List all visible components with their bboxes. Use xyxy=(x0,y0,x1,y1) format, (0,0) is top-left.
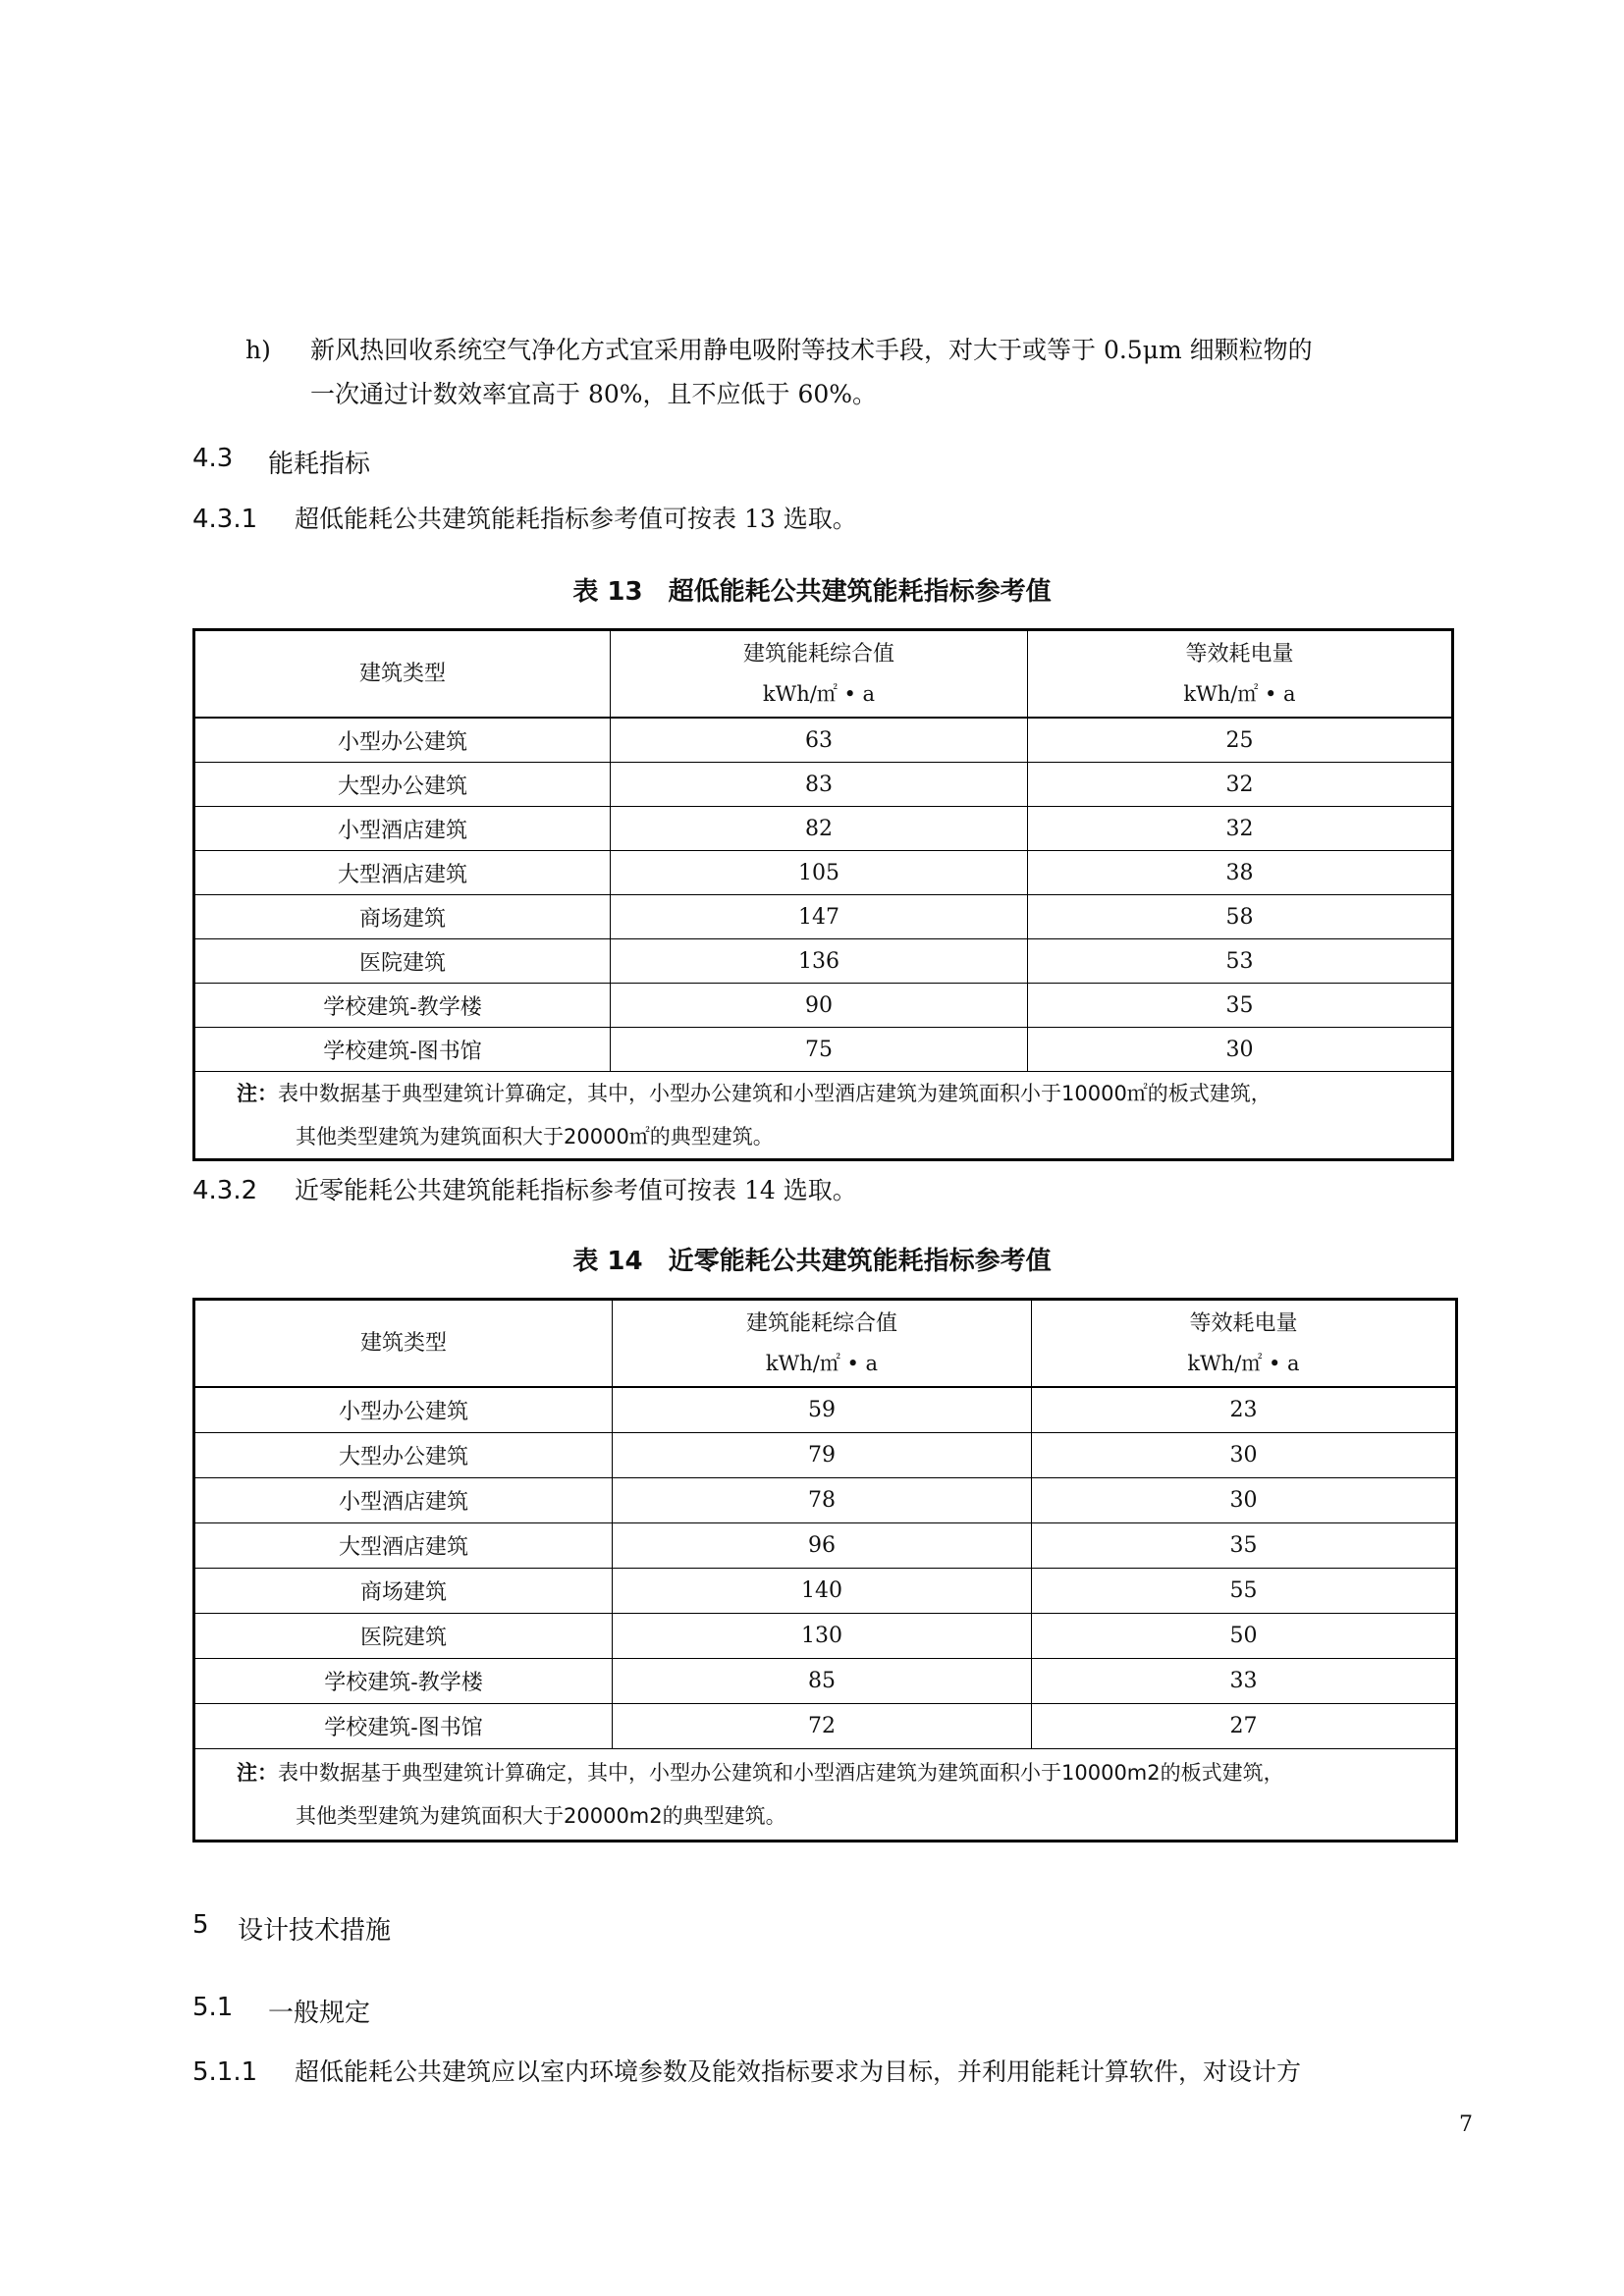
cell-type: 学校建筑-图书馆 xyxy=(194,1028,611,1072)
table-header-row xyxy=(194,630,1453,719)
table-row xyxy=(194,1614,1457,1659)
cell-electric: 30 xyxy=(1032,1478,1457,1523)
cell-comprehensive: 63 xyxy=(611,718,1028,763)
table-note xyxy=(194,1749,1457,1842)
cell-type: 小型办公建筑 xyxy=(194,1387,613,1433)
cell-type: 学校建筑-教学楼 xyxy=(194,984,611,1028)
cell-type: 大型办公建筑 xyxy=(194,763,611,807)
table-row xyxy=(194,1433,1457,1478)
cell-comprehensive: 85 xyxy=(613,1659,1032,1704)
cell-comprehensive: 82 xyxy=(611,807,1028,851)
table-row xyxy=(194,895,1453,939)
clause-text: 超低能耗公共建筑应以室内环境参数及能效指标要求为目标，并利用能耗计算软件，对设计方 xyxy=(295,2057,1302,2086)
cell-type: 小型酒店建筑 xyxy=(194,807,611,851)
header-comprehensive-label: 建筑能耗综合值 xyxy=(742,641,894,667)
cell-type: 医院建筑 xyxy=(194,1614,613,1659)
note-line2: 其他类型建筑为建筑面积大于20000㎡的典型建筑。 xyxy=(296,1125,774,1148)
header-electric xyxy=(1028,630,1453,719)
cell-electric: 35 xyxy=(1028,984,1453,1028)
section-title: 一般规定 xyxy=(268,1999,371,2028)
header-comprehensive xyxy=(613,1300,1032,1388)
header-building-type: 建筑类型 xyxy=(194,630,611,719)
header-comprehensive xyxy=(611,630,1028,719)
cell-comprehensive: 78 xyxy=(613,1478,1032,1523)
cell-comprehensive: 130 xyxy=(613,1614,1032,1659)
table-note xyxy=(194,1072,1453,1160)
cell-electric: 53 xyxy=(1028,939,1453,984)
cell-electric: 30 xyxy=(1032,1433,1457,1478)
header-comprehensive-label: 建筑能耗综合值 xyxy=(745,1310,897,1336)
cell-electric: 33 xyxy=(1032,1659,1457,1704)
cell-comprehensive: 147 xyxy=(611,895,1028,939)
item-h-line1: 新风热回收系统空气净化方式宜采用静电吸附等技术手段，对大于或等于 0.5μm 细颗粒物的 xyxy=(310,336,1313,364)
cell-electric: 32 xyxy=(1028,807,1453,851)
clause-text: 超低能耗公共建筑能耗指标参考值可按表 13 选取。 xyxy=(295,505,857,533)
cell-electric: 58 xyxy=(1028,895,1453,939)
table-row xyxy=(194,1704,1457,1749)
table-13 xyxy=(192,628,1454,1161)
table-row xyxy=(194,1569,1457,1614)
section-title: 设计技术措施 xyxy=(238,1916,392,1946)
cell-electric: 35 xyxy=(1032,1523,1457,1569)
cell-comprehensive: 72 xyxy=(613,1704,1032,1749)
cell-comprehensive: 59 xyxy=(613,1387,1032,1433)
table-row xyxy=(194,1478,1457,1523)
table-note-row xyxy=(194,1749,1457,1842)
cell-electric: 32 xyxy=(1028,763,1453,807)
table-14 xyxy=(192,1298,1458,1842)
cell-electric: 55 xyxy=(1032,1569,1457,1614)
cell-comprehensive: 96 xyxy=(613,1523,1032,1569)
cell-comprehensive: 83 xyxy=(611,763,1028,807)
cell-comprehensive: 105 xyxy=(611,851,1028,895)
table-row xyxy=(194,984,1453,1028)
clause-text: 近零能耗公共建筑能耗指标参考值可按表 14 选取。 xyxy=(295,1176,857,1204)
cell-electric: 38 xyxy=(1028,851,1453,895)
table-row xyxy=(194,718,1453,763)
header-electric-unit: kWh/㎡ • a xyxy=(1183,681,1296,706)
table-row xyxy=(194,1523,1457,1569)
note-line2: 其他类型建筑为建筑面积大于20000m2的典型建筑。 xyxy=(296,1804,786,1828)
cell-electric: 30 xyxy=(1028,1028,1453,1072)
table-row xyxy=(194,763,1453,807)
cell-type: 小型办公建筑 xyxy=(194,718,611,763)
cell-electric: 27 xyxy=(1032,1704,1457,1749)
cell-type: 大型酒店建筑 xyxy=(194,1523,613,1569)
table-row xyxy=(194,1028,1453,1072)
note-line1: 表中数据基于典型建筑计算确定，其中，小型办公建筑和小型酒店建筑为建筑面积小于10000㎡的板式建筑， xyxy=(278,1082,1272,1105)
cell-type: 商场建筑 xyxy=(194,1569,613,1614)
note-label: 注： xyxy=(237,1761,278,1785)
cell-type: 学校建筑-教学楼 xyxy=(194,1659,613,1704)
cell-type: 小型酒店建筑 xyxy=(194,1478,613,1523)
table-header-row xyxy=(194,1300,1457,1388)
cell-type: 大型酒店建筑 xyxy=(194,851,611,895)
table-row xyxy=(194,807,1453,851)
cell-comprehensive: 75 xyxy=(611,1028,1028,1072)
cell-comprehensive: 136 xyxy=(611,939,1028,984)
header-electric-unit: kWh/㎡ • a xyxy=(1187,1351,1300,1375)
cell-electric: 23 xyxy=(1032,1387,1457,1433)
header-electric xyxy=(1032,1300,1457,1388)
cell-comprehensive: 140 xyxy=(613,1569,1032,1614)
table-row xyxy=(194,1659,1457,1704)
clause-number: 4.3.1 xyxy=(192,505,258,534)
cell-electric: 50 xyxy=(1032,1614,1457,1659)
header-building-type: 建筑类型 xyxy=(194,1300,613,1388)
table-note-row xyxy=(194,1072,1453,1160)
cell-type: 医院建筑 xyxy=(194,939,611,984)
cell-comprehensive: 79 xyxy=(613,1433,1032,1478)
item-h-line2: 一次通过计数效率宜高于 80%，且不应低于 60%。 xyxy=(310,380,878,408)
page-number: 7 xyxy=(1459,2112,1473,2137)
table-caption: 表 14 近零能耗公共建筑能耗指标参考值 xyxy=(572,1247,1052,1276)
table-row xyxy=(194,939,1453,984)
cell-type: 学校建筑-图书馆 xyxy=(194,1704,613,1749)
cell-comprehensive: 90 xyxy=(611,984,1028,1028)
clause-number: 4.3.2 xyxy=(192,1176,258,1205)
section-title: 能耗指标 xyxy=(268,450,371,479)
cell-electric: 25 xyxy=(1028,718,1453,763)
cell-type: 商场建筑 xyxy=(194,895,611,939)
table-row xyxy=(194,1387,1457,1433)
note-line1: 表中数据基于典型建筑计算确定，其中，小型办公建筑和小型酒店建筑为建筑面积小于10000m2的板式建筑， xyxy=(278,1761,1284,1785)
item-marker: h) xyxy=(245,336,271,364)
header-comprehensive-unit: kWh/㎡ • a xyxy=(762,681,876,706)
section-number: 4.3 xyxy=(192,444,234,473)
table-caption: 表 13 超低能耗公共建筑能耗指标参考值 xyxy=(572,577,1052,607)
clause-number: 5.1.1 xyxy=(192,2057,258,2087)
header-electric-label: 等效耗电量 xyxy=(1185,641,1294,667)
section-number: 5 xyxy=(192,1910,209,1940)
header-comprehensive-unit: kWh/㎡ • a xyxy=(765,1351,879,1375)
table-row xyxy=(194,851,1453,895)
header-electric-label: 等效耗电量 xyxy=(1189,1310,1298,1336)
section-number: 5.1 xyxy=(192,1993,234,2022)
cell-type: 大型办公建筑 xyxy=(194,1433,613,1478)
note-label: 注： xyxy=(237,1082,278,1105)
